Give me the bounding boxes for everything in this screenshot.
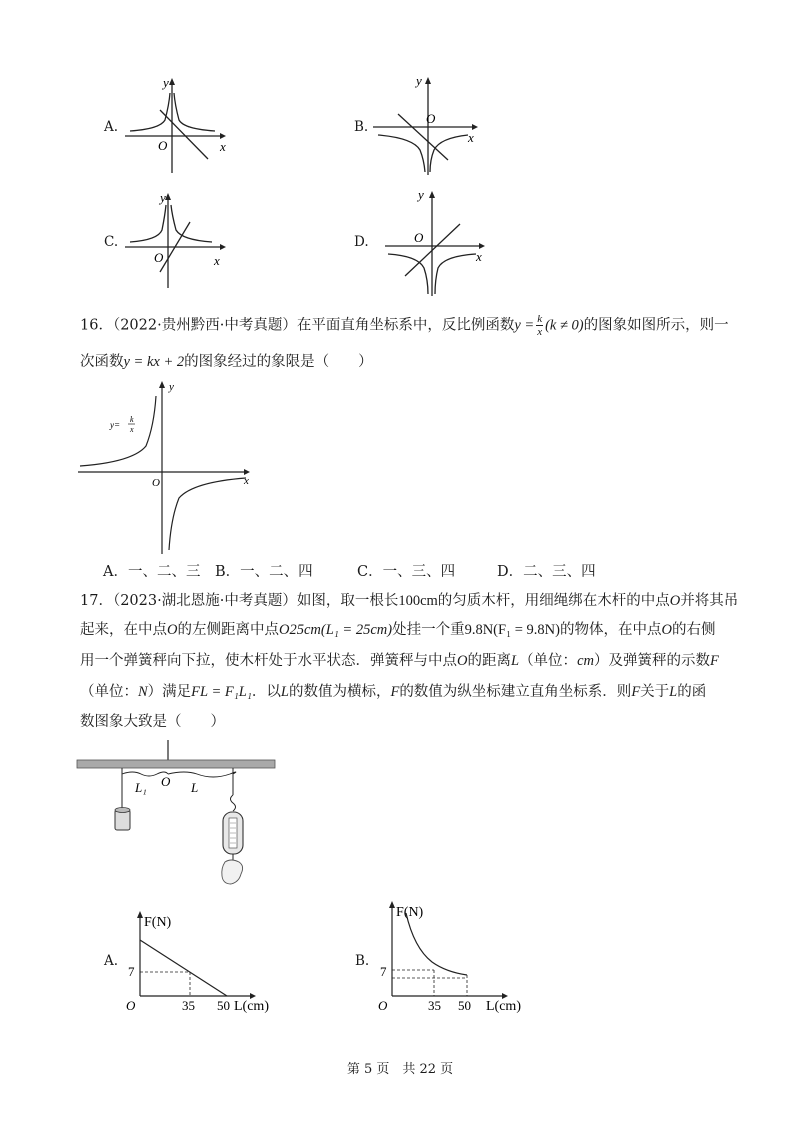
q16-number: 16． [80, 317, 113, 334]
q16-option-b: B．一、二、四 [215, 564, 313, 580]
q17-o-3: O [661, 622, 672, 638]
q16-text-d: 的图象经过的象限是（ ） [184, 354, 373, 370]
q17-f-2: F [390, 684, 400, 700]
q17-line1 [80, 591, 738, 611]
q17-text-2c: 处挂一个重 [392, 622, 465, 638]
q15c-y-label: y [160, 190, 166, 205]
q17b-xlabel: L(cm) [486, 999, 521, 1014]
q17b-ytick: 7 [380, 964, 387, 979]
q17-text-2d: 的物体，在中点 [559, 622, 662, 638]
q15-option-b-label: B. [354, 119, 369, 135]
q16-curve-label-k: k [130, 415, 134, 424]
q17-weight: 9.8N(F₁ = 9.8N) [464, 622, 560, 638]
q16-func-k: k [537, 313, 543, 325]
q16-x-label: x [244, 475, 249, 487]
q15b-origin: O [426, 111, 436, 126]
q17-option-a-label: A. [104, 953, 119, 969]
q17-text-3c: （单位： [519, 653, 578, 669]
q15-graph-d [380, 186, 495, 298]
q15a-origin: O [158, 138, 168, 153]
q16-option-c: C．一、三、四 [357, 564, 456, 580]
q17-o-1: O [669, 593, 681, 609]
q17-f-1: F [709, 653, 719, 669]
q15-graph-a [120, 75, 230, 175]
q15a-y-label: y [163, 75, 169, 90]
q15-option-c-label: C. [104, 234, 119, 250]
q16-func-cond: (k ≠ 0) [545, 317, 584, 334]
q16-linear: y = kx + 2 [123, 354, 185, 370]
q16-func-y: y = [514, 317, 535, 334]
q15a-x-label: x [220, 139, 226, 154]
q16-fraction [536, 313, 543, 338]
q17b-origin: O [378, 998, 388, 1013]
q15d-x-label: x [476, 249, 482, 264]
q17-text-4e: 的数值为纵坐标建立直角坐标系．则 [399, 684, 632, 700]
q16-y-label: y [169, 381, 174, 393]
q17-source: （2023·湖北恩施·中考真题） [112, 593, 297, 609]
q17a-xtick-35: 35 [182, 998, 195, 1013]
q17-text-2b: 的左侧距离中点 [177, 622, 279, 638]
q17-l-1: L [510, 653, 520, 669]
q17b-xtick-50: 50 [458, 998, 471, 1013]
q17a-xlabel: L(cm) [234, 999, 269, 1014]
q16-option-d: D．二、三、四 [497, 564, 596, 580]
q16-curve-label-x: x [130, 425, 134, 434]
q16-option-a: A．一、二、三 [103, 564, 201, 580]
q17-line4 [80, 682, 706, 702]
q15b-x-label: x [468, 130, 474, 145]
q16-text-c: 次函数 [80, 354, 124, 370]
q17b-ylabel: F(N) [396, 905, 424, 920]
q15b-y-label: y [416, 73, 422, 88]
q15c-x-label: x [214, 253, 220, 268]
q15-graph-b [368, 72, 483, 177]
q17-l-2: L [280, 684, 289, 700]
page-footer: 第 5 页 共 22 页 [346, 1062, 454, 1077]
q17-distance: O25cm(L₁ = 25cm) [278, 622, 393, 638]
q17-f-3: F [631, 684, 641, 700]
q17-l-3: L [669, 684, 678, 700]
q15c-origin: O [154, 250, 164, 265]
q16-line2 [80, 352, 373, 372]
q17-formula: FL = F₁L₁ [191, 684, 252, 700]
q17-length: 100cm [398, 593, 438, 609]
q17-text-3d: ）及弹簧秤的示数 [593, 653, 710, 669]
q17-text-3b: 的距离 [467, 653, 511, 669]
q17-line3 [80, 651, 719, 671]
q15-option-d-label: D. [354, 234, 369, 250]
q17-line5: 数图象大致是（ ） [80, 714, 225, 730]
q17-text-4b: ）满足 [147, 684, 192, 700]
q17-text-4c: ．以 [251, 684, 281, 700]
q17-o-4: O [457, 653, 468, 669]
q17-option-b-label: B. [355, 953, 370, 969]
q17-lever-figure [75, 740, 280, 890]
q17-line2 [80, 620, 715, 640]
q15d-y-label: y [418, 187, 424, 202]
q17-graph-b [372, 898, 537, 1018]
q17-text-3a: 用一个弹簧秤向下拉，使木杆处于水平状态．弹簧秤与中点 [80, 653, 457, 669]
q17a-origin: O [126, 998, 136, 1013]
q16-curve-label-y: y= [110, 420, 121, 430]
q17-o-2: O [167, 622, 178, 638]
q17-text-4a: （单位： [80, 684, 138, 700]
q17-text-4g: 的函 [677, 684, 707, 700]
q16-graph [78, 378, 258, 558]
q16-line1 [80, 313, 729, 338]
q17-number: 17． [80, 593, 113, 609]
q17-cm: cm [577, 653, 594, 669]
q17-text-1b: 的匀质木杆，用细绳绑在木杆的中点 [437, 593, 670, 609]
q17-text-4f: 关于 [640, 684, 670, 700]
q15-option-a-label: A. [104, 119, 119, 135]
q17a-xtick-50: 50 [217, 998, 230, 1013]
q16-origin: O [152, 477, 160, 489]
q16-func-x: x [537, 326, 543, 338]
q16-source: （2022·贵州黔西·中考真题） [112, 317, 297, 334]
q17a-ytick: 7 [128, 964, 135, 979]
q17-text-1a: 如图，取一根长 [296, 593, 399, 609]
q17-graph-a [122, 908, 282, 1018]
q16-text-a: 在平面直角坐标系中，反比例函数 [296, 317, 515, 334]
q17-text-4d: 的数值为横标， [288, 684, 391, 700]
q15d-origin: O [414, 230, 424, 245]
q15-graph-c [120, 190, 230, 290]
q16-text-b: 的图象如图所示，则一 [583, 317, 729, 334]
q17b-xtick-35: 35 [428, 998, 441, 1013]
q17-fig-o: O [161, 774, 171, 789]
q17-n: N [138, 684, 148, 700]
q17-text-1c: 并将其吊 [680, 593, 739, 609]
q17-text-2e: 的右侧 [671, 622, 716, 638]
q17-fig-l: L [191, 780, 199, 795]
q17a-ylabel: F(N) [144, 915, 172, 930]
q17-fig-l1: L₁ [135, 780, 147, 795]
q17-text-2a: 起来，在中点 [80, 622, 167, 638]
